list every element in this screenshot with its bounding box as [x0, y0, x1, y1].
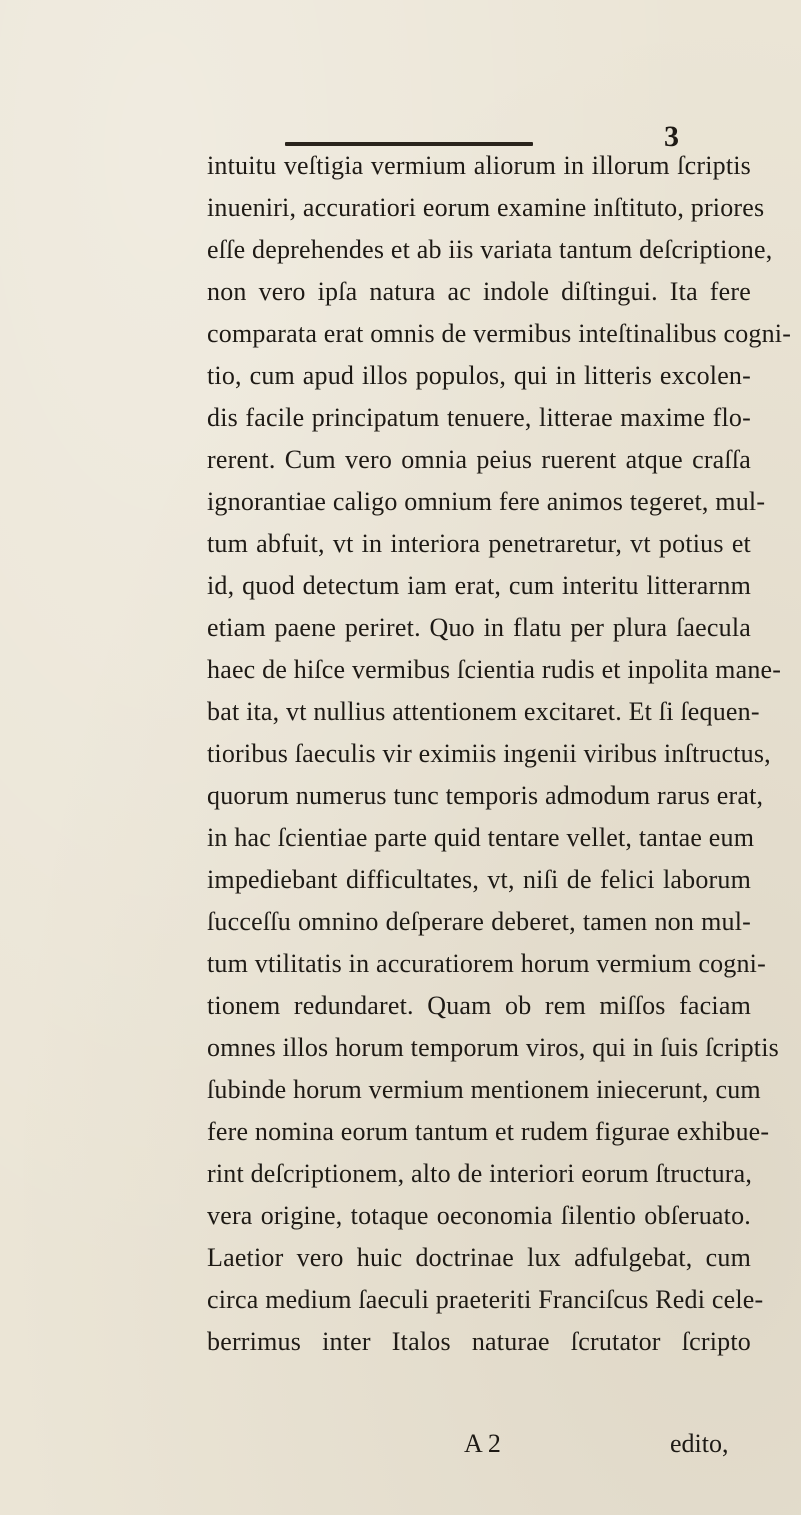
- text-line: tum abfuit, vt in interiora penetraretur, vt potius et: [207, 529, 751, 558]
- text-line: rerent. Cum vero omnia peius ruerent atque craſſa: [207, 445, 751, 474]
- text-line: in hac ſcientiae parte quid tentare vellet, tantae eum: [207, 823, 755, 852]
- text-line: tionem redundaret. Quam ob rem miſſos faciam: [207, 991, 751, 1020]
- text-line: tioribus ſaeculis vir eximiis ingenii viribus inſtructus,: [207, 739, 771, 768]
- text-line: Laetior vero huic doctrinae lux adfulgebat, cum: [207, 1243, 751, 1272]
- text-line: ſubinde horum vermium mentionem iniecerunt, cum: [207, 1075, 761, 1104]
- text-line: omnes illos horum temporum viros, qui in ſuis ſcriptis: [207, 1033, 779, 1062]
- text-line: ſucceſſu omnino deſperare deberet, tamen non mul-: [207, 907, 751, 936]
- text-line: dis facile principatum tenuere, litterae maxime flo-: [207, 403, 751, 432]
- text-line: eſſe deprehendes et ab iis variata tantum deſcriptione,: [207, 235, 773, 264]
- text-line: bat ita, vt nullius attentionem excitaret. Et ſi ſequen-: [207, 697, 760, 726]
- text-line: fere nomina eorum tantum et rudem figurae exhibue-: [207, 1117, 770, 1146]
- signature-mark: A 2: [464, 1429, 501, 1458]
- text-line: haec de hiſce vermibus ſcientia rudis et inpolita mane-: [207, 655, 782, 684]
- text-line: circa medium ſaeculi praeteriti Franciſcus Redi cele-: [207, 1285, 764, 1314]
- text-line: berrimus inter Italos naturae ſcrutator ſcripto: [207, 1327, 751, 1356]
- text-line: non vero ipſa natura ac indole diſtingui. Ita fere: [207, 277, 751, 306]
- text-line: vera origine, totaque oeconomia ſilentio obſeruato.: [207, 1201, 751, 1230]
- text-line: etiam paene periret. Quo in flatu per plura ſaecula: [207, 613, 751, 642]
- text-line: quorum numerus tunc temporis admodum rarus erat,: [207, 781, 764, 810]
- text-line: inueniri, accuratiori eorum examine inſtituto, priores: [207, 193, 765, 222]
- text-line: tio, cum apud illos populos, qui in litteris excolen-: [207, 361, 751, 390]
- text-line: ignorantiae caligo omnium fere animos tegeret, mul-: [207, 487, 766, 516]
- text-line: intuitu veſtigia vermium aliorum in illorum ſcriptis: [207, 151, 751, 180]
- text-line: comparata erat omnis de vermibus inteſtinalibus cogni-: [207, 319, 792, 348]
- text-line: rint deſcriptionem, alto de interiori eorum ſtructura,: [207, 1159, 753, 1188]
- catchword: edito,: [670, 1429, 729, 1458]
- header-rule: [285, 142, 533, 146]
- page-number: 3: [664, 120, 679, 153]
- text-line: id, quod detectum iam erat, cum interitu litterarnm: [207, 571, 751, 600]
- text-line: impediebant difficultates, vt, niſi de felici laborum: [207, 865, 751, 894]
- text-line: tum vtilitatis in accuratiorem horum vermium cogni-: [207, 949, 766, 978]
